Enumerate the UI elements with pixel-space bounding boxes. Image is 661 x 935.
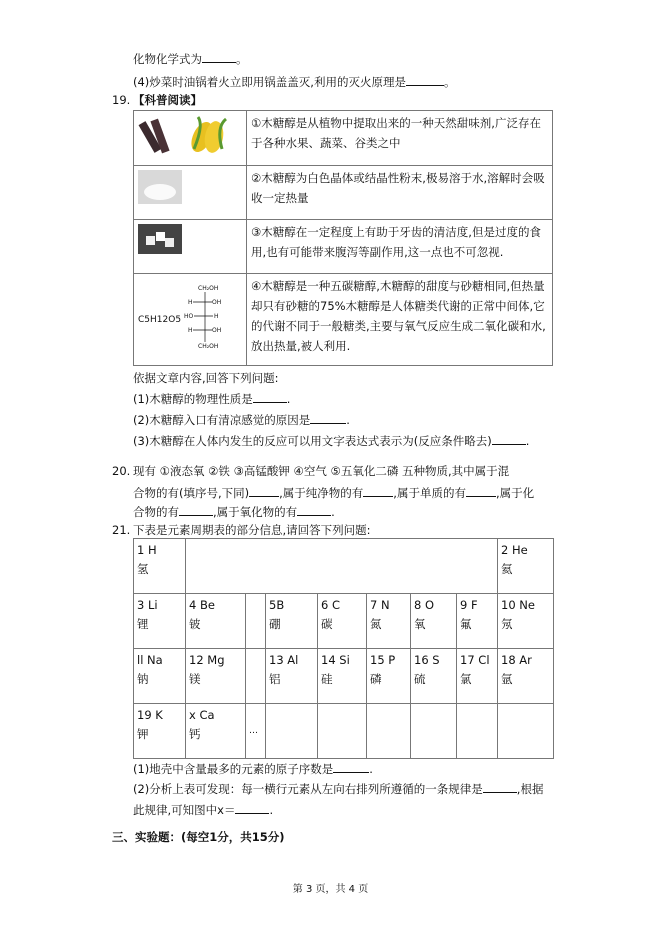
svg-text:CH₂OH: CH₂OH	[198, 342, 219, 350]
element-cell-empty	[246, 594, 266, 649]
q20-line1: 现有 ①液态氧 ②铁 ③高锰酸钾 ④空气 ⑤五氧化二磷 五种物质,其中属于混	[133, 464, 510, 478]
science-row-3: ③木糖醇在一定程度上有助于牙齿的清洁度,但是过度的食用,也有可能带来腹泻等副作用,这一点也不可忽视.	[247, 220, 553, 274]
element-cell: ll Na 钠	[134, 649, 186, 704]
q19-number: 19.	[112, 93, 131, 107]
answer-blank[interactable]	[235, 801, 269, 814]
q20-line2: 合物的有(填序号,下同) ,属于纯净物的有 ,属于单质的有 ,属于化	[133, 486, 535, 500]
answer-blank[interactable]	[297, 503, 331, 516]
svg-text:HO: HO	[184, 312, 194, 320]
element-cell: 13 Al 铝	[266, 649, 318, 704]
q21-sub1: (1)地壳中含量最多的元素的原子序数是 .	[133, 762, 373, 776]
element-cell: x Ca 钙	[186, 704, 246, 759]
element-cell: 6 C 碳	[318, 594, 367, 649]
q20-number: 20.	[112, 464, 131, 478]
element-cell-empty	[367, 704, 411, 759]
element-cell: 15 P 磷	[367, 649, 411, 704]
q21-sub2-cont: 此规律,可知图中x＝ .	[133, 803, 274, 817]
ellipsis-cell: …	[246, 704, 266, 759]
element-cell-h: 1 H 氢	[134, 539, 186, 594]
page-footer: 第 3 页，共 4 页	[292, 884, 369, 895]
q21-sub2: (2)分析上表可发现：每一横行元素从左向右排列所遵循的一条规律是 ,根据	[133, 782, 544, 796]
q20-line3: 合物的有 ,属于氧化物的有 .	[133, 505, 335, 519]
element-cell: 12 Mg 镁	[186, 649, 246, 704]
element-cell-empty	[266, 704, 318, 759]
answer-blank[interactable]	[253, 390, 287, 403]
science-row-2: ②木糖醇为白色晶体或结晶性粉末,极易溶于水,溶解时会吸收一定热量	[247, 166, 553, 220]
element-cell-empty	[318, 704, 367, 759]
answer-blank[interactable]	[202, 50, 236, 63]
element-cell: 10 Ne 氖	[498, 594, 554, 649]
table-gap	[186, 539, 498, 594]
element-cell: 16 S 硫	[411, 649, 457, 704]
svg-text:CH₂OH: CH₂OH	[198, 284, 219, 292]
answer-blank[interactable]	[483, 780, 517, 793]
element-cell-he: 2 He 氦	[498, 539, 554, 594]
element-cell-empty	[246, 649, 266, 704]
element-cell: 7 N 氮	[367, 594, 411, 649]
q19-sub2: (2)木糖醇入口有清凉感觉的原因是 .	[133, 413, 350, 427]
answer-blank[interactable]	[249, 484, 279, 497]
svg-text:OH: OH	[212, 298, 222, 306]
q18-line3: 化物化学式为 。	[133, 52, 248, 66]
element-cell: 17 Cl 氯	[457, 649, 498, 704]
science-row-4: ④木糖醇是一种五碳糖醇,木糖醇的甜度与砂糖相同,但热量却只有砂糖的75%木糖醇是人体糖类代谢的正常中间体,它的代谢不同于一般糖类,主要与氧气反应生成二氧化碳和水,放出热量,被人利用.	[247, 274, 553, 366]
element-cell: 3 Li 锂	[134, 594, 186, 649]
element-cell: 19 K 钾	[134, 704, 186, 759]
element-cell: 8 O 氧	[411, 594, 457, 649]
q19-sub1: (1)木糖醇的物理性质是 .	[133, 392, 291, 406]
element-cell: 4 Be 铍	[186, 594, 246, 649]
answer-blank[interactable]	[333, 760, 369, 773]
svg-text:H: H	[214, 312, 219, 320]
q21-number: 21.	[112, 523, 131, 537]
element-cell: 5B 硼	[266, 594, 318, 649]
element-cell-empty	[457, 704, 498, 759]
section-title: 三、实验题：(每空1分，共15分)	[112, 830, 285, 844]
answer-blank[interactable]	[406, 73, 444, 86]
element-cell: 9 F 氟	[457, 594, 498, 649]
white-powder-image	[134, 166, 247, 220]
q18-line4: (4)炒菜时油锅着火立即用锅盖盖灭,利用的灭火原理是 。	[133, 75, 456, 89]
science-reading-table	[133, 110, 553, 366]
sugar-cubes-image	[134, 220, 247, 274]
q19-sub3: (3)木糖醇在人体内发生的反应可以用文字表达式表示为(反应条件略去) .	[133, 434, 530, 448]
q21-intro: 下表是元素周期表的部分信息,请回答下列问题:	[133, 523, 371, 537]
answer-blank[interactable]	[179, 503, 213, 516]
answer-blank[interactable]	[363, 484, 393, 497]
element-cell-empty	[411, 704, 457, 759]
sugarcane-corn-image	[134, 111, 247, 166]
svg-text:H: H	[188, 298, 193, 306]
molecular-formula: C5H12O5	[138, 314, 182, 325]
q19-title: 【科普阅读】	[133, 93, 202, 107]
answer-blank[interactable]	[466, 484, 496, 497]
element-cell-empty	[498, 704, 554, 759]
svg-text:OH: OH	[212, 326, 222, 334]
science-row-1: ①木糖醇是从植物中提取出来的一种天然甜味剂,广泛存在于各种水果、蔬菜、谷类之中	[247, 111, 553, 166]
q19-intro: 依据文章内容,回答下列问题:	[133, 371, 279, 385]
element-cell: 18 Ar 氩	[498, 649, 554, 704]
periodic-table	[133, 538, 554, 759]
answer-blank[interactable]	[310, 411, 346, 424]
xylitol-structure-image	[134, 274, 247, 366]
svg-text:H: H	[188, 326, 193, 334]
element-cell: 14 Si 硅	[318, 649, 367, 704]
answer-blank[interactable]	[492, 432, 526, 445]
